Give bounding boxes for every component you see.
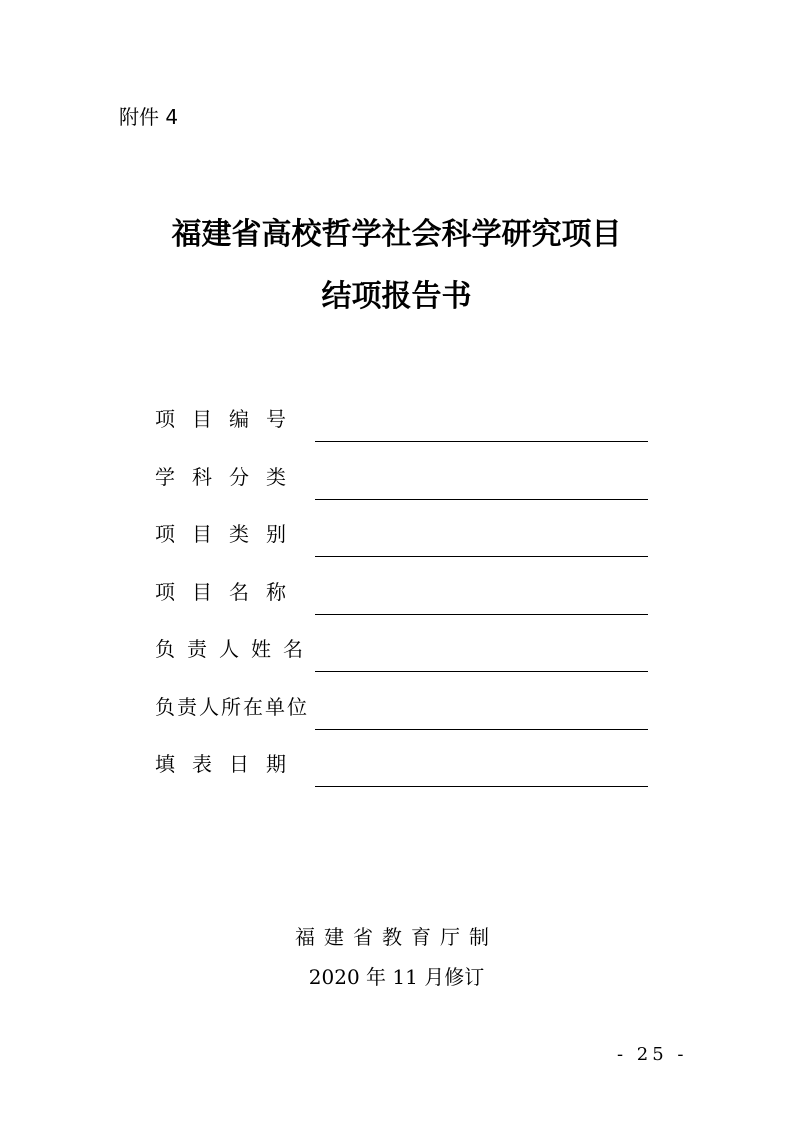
field-blank-line[interactable] (315, 499, 648, 500)
field-label: 学科分类 (155, 465, 303, 489)
field-label: 项目编号 (155, 407, 303, 431)
field-blank-line[interactable] (315, 786, 648, 787)
field-row-leader-unit (155, 691, 650, 731)
report-title-line1: 福建省高校哲学社会科学研究项目 (171, 217, 622, 252)
field-row-project-number (155, 403, 650, 443)
field-label: 项目类别 (155, 522, 303, 546)
field-row-project-name (155, 576, 650, 616)
field-blank-line[interactable] (315, 441, 648, 442)
revision-date: 2020 年 11 月修订 (308, 965, 485, 989)
field-row-fill-date (155, 748, 650, 788)
attachment-label: 附件 4 (119, 105, 179, 129)
report-title-line2: 结项报告书 (321, 279, 472, 314)
field-blank-line[interactable] (315, 729, 648, 730)
field-row-leader-name (155, 633, 650, 673)
page-number: - 25 - (617, 1044, 688, 1065)
field-label: 填表日期 (155, 752, 303, 776)
field-row-project-category (155, 518, 650, 558)
field-label: 负责人所在单位 (155, 695, 309, 719)
issuer-text: 福建省教育厅制 (295, 925, 498, 949)
field-label: 负责人姓名 (155, 637, 315, 661)
field-blank-line[interactable] (315, 614, 648, 615)
field-label: 项目名称 (155, 580, 303, 604)
field-blank-line[interactable] (315, 671, 648, 672)
field-row-discipline (155, 461, 650, 501)
field-blank-line[interactable] (315, 556, 648, 557)
